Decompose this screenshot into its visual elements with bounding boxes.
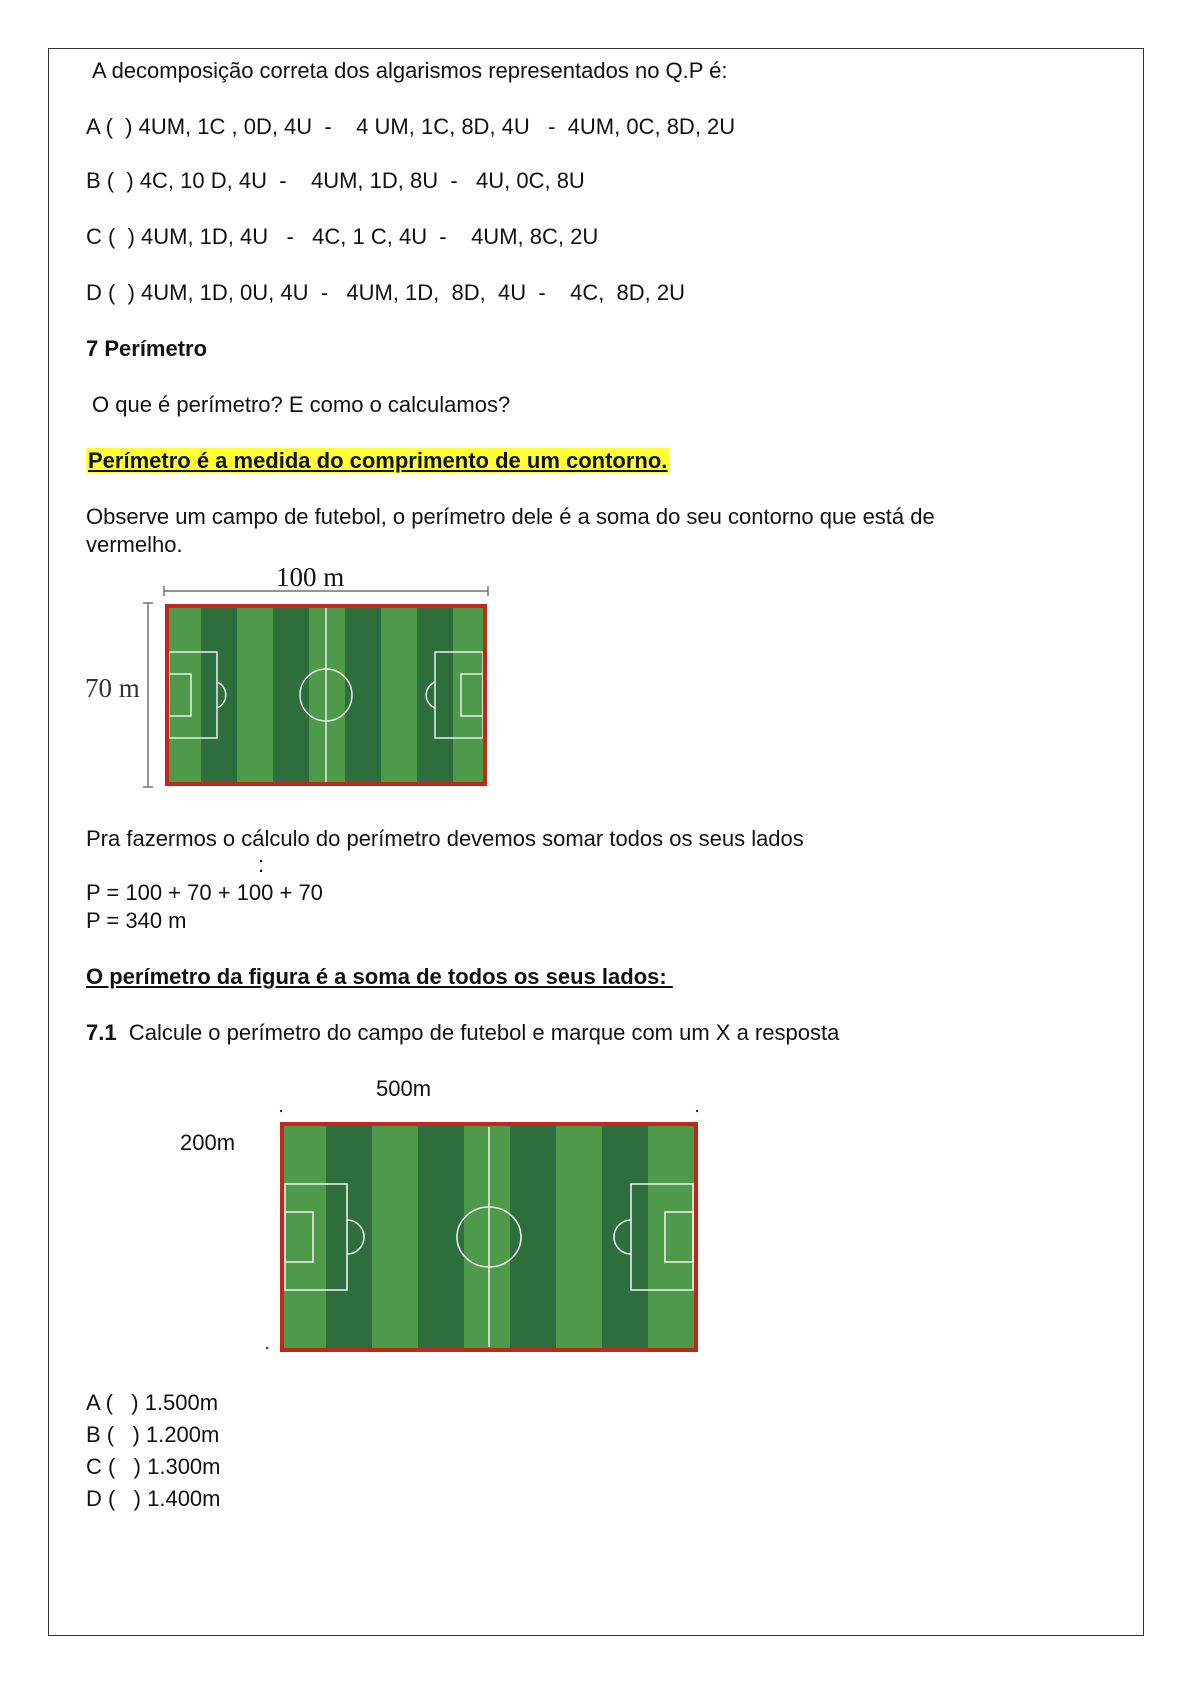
answer-text: ) 1.200m xyxy=(132,1422,220,1447)
field1-height-label: 70 m xyxy=(85,673,140,703)
observe-line-1: Observe um campo de futebol, o perímetro dele é a soma do seu contorno que está de xyxy=(86,504,935,529)
field2-diagram xyxy=(262,1108,702,1358)
rule: O perímetro da figura é a soma de todos os seus lados: xyxy=(86,964,673,989)
option-text: ) 4C, 10 D, 4U - 4UM, 1D, 8U - 4U, 0C, 8U xyxy=(126,168,585,193)
option-c xyxy=(86,224,598,250)
option-letter: D ( xyxy=(86,280,116,305)
answer-letter: A ( xyxy=(86,1390,113,1415)
option-letter: B ( xyxy=(86,168,115,193)
field1-width-label: 100 m xyxy=(276,562,345,592)
answer-text: ) 1.400m xyxy=(133,1486,221,1511)
option-letter: A ( xyxy=(86,114,113,139)
exercise-number: 7.1 xyxy=(86,1020,117,1045)
question: O que é perímetro? E como o calculamos? xyxy=(92,392,511,417)
answer-text: ) 1.300m xyxy=(133,1454,221,1479)
calc-colon: : xyxy=(258,852,265,877)
option-letter: C ( xyxy=(86,224,116,249)
section-title: 7 Perímetro xyxy=(86,336,208,361)
exercise-text: Calcule o perímetro do campo de futebol e marque com um X a resposta xyxy=(128,1020,840,1045)
answer-a xyxy=(86,1390,218,1416)
answer-letter: D ( xyxy=(86,1486,116,1511)
field2-height-label: 200m xyxy=(180,1130,236,1155)
option-text: ) 4UM, 1D, 4U - 4C, 1 C, 4U - 4UM, 8C, 2U xyxy=(127,224,599,249)
answer-c xyxy=(86,1454,221,1480)
answer-text: ) 1.500m xyxy=(131,1390,219,1415)
answer-letter: B ( xyxy=(86,1422,115,1447)
answer-d xyxy=(86,1486,221,1512)
definition-highlight: Perímetro é a medida do comprimento de um contorno. xyxy=(88,448,668,473)
option-a xyxy=(86,114,735,140)
calc-intro: Pra fazermos o cálculo do perímetro devemos somar todos os seus lados xyxy=(86,826,804,851)
answer-b xyxy=(86,1422,219,1448)
definition xyxy=(86,448,669,474)
calc-line-2: P = 340 m xyxy=(86,908,187,933)
observe-line-2: vermelho. xyxy=(86,532,183,557)
option-b xyxy=(86,168,585,194)
field1-diagram xyxy=(140,585,490,795)
field2-width-label: 500m xyxy=(376,1076,432,1101)
calc-line-1: P = 100 + 70 + 100 + 70 xyxy=(86,880,323,905)
option-text: ) 4UM, 1D, 0U, 4U - 4UM, 1D, 8D, 4U - 4C, 8D, 2U xyxy=(127,280,686,305)
option-d xyxy=(86,280,685,306)
exercise xyxy=(86,1020,839,1046)
question-intro: A decomposição correta dos algarismos representados no Q.P é: xyxy=(92,58,728,83)
option-text: ) 4UM, 1C , 0D, 4U - 4 UM, 1C, 8D, 4U - 4UM, 0C, 8D, 2U xyxy=(125,114,736,139)
answer-letter: C ( xyxy=(86,1454,116,1479)
